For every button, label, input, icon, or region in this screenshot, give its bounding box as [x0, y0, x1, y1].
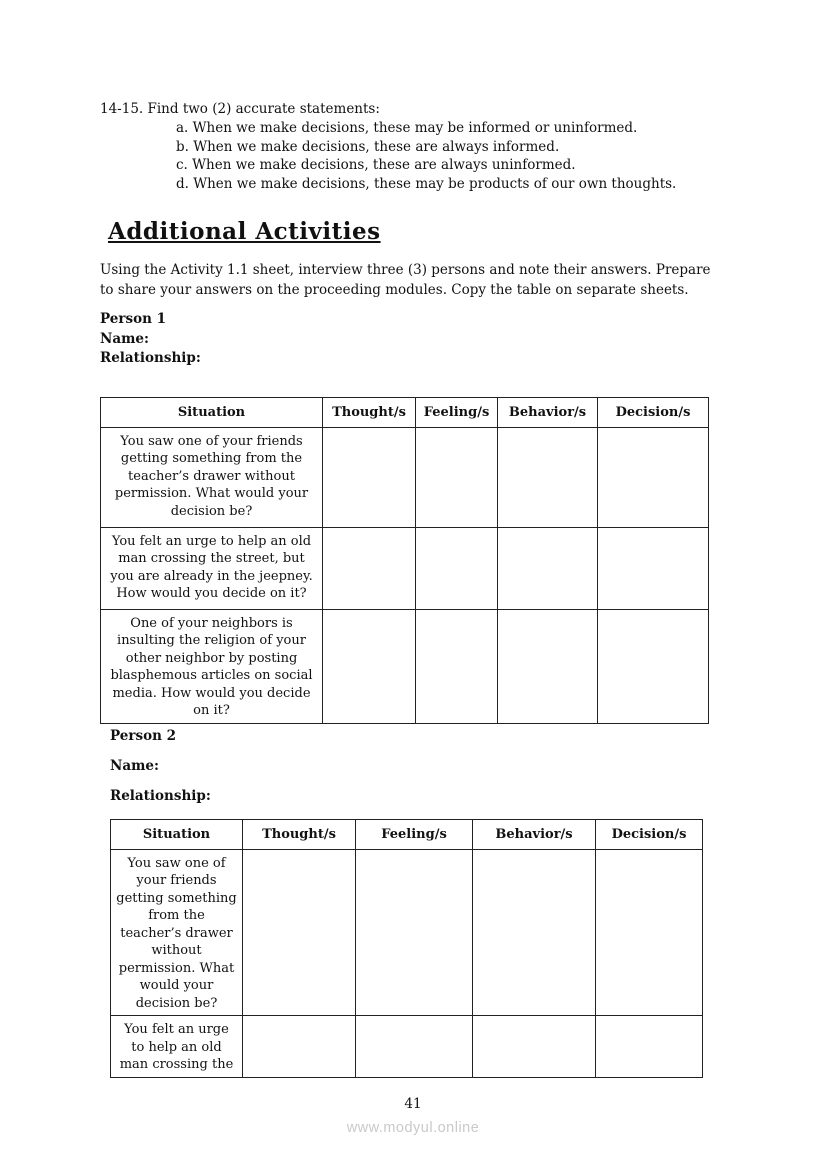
table-row — [101, 609, 709, 723]
header-behaviors: Behavior/s — [473, 819, 596, 849]
empty-behaviors-cell — [498, 427, 598, 527]
page-number: 41 — [404, 1096, 422, 1112]
quiz-question-block — [100, 100, 726, 193]
empty-behaviors-cell — [473, 1016, 596, 1078]
situation-cell: You saw one of your friends getting something from the teacher’s drawer without permission. What would your decision be? — [111, 849, 243, 1016]
intro-paragraph: Using the Activity 1.1 sheet, interview three (3) persons and note their answers. Prepare to share your answers on the proceeding modules. Copy the table on separate sheets. — [100, 262, 711, 298]
person2-table — [110, 819, 703, 1078]
person2-relationship-label: Relationship: — [110, 787, 211, 804]
empty-decisions-cell — [596, 1016, 703, 1078]
empty-feelings-cell — [416, 609, 498, 723]
table-row — [101, 427, 709, 527]
empty-thoughts-cell — [323, 527, 416, 609]
table-header-row — [111, 819, 703, 849]
table-row — [111, 1016, 703, 1078]
header-thoughts: Thought/s — [243, 819, 356, 849]
person2-label: Person 2 — [110, 727, 177, 744]
empty-decisions-cell — [598, 527, 709, 609]
option-a: a. When we make decisions, these may be informed or uninformed. — [176, 120, 638, 136]
person2-name-label: Name: — [110, 757, 159, 774]
empty-decisions-cell — [596, 849, 703, 1016]
header-decisions: Decision/s — [596, 819, 703, 849]
situation-cell: You felt an urge to help an old man crossing the — [111, 1016, 243, 1078]
header-situation: Situation — [101, 397, 323, 427]
option-d: d. When we make decisions, these may be products of our own thoughts. — [176, 175, 677, 192]
empty-feelings-cell — [356, 1016, 473, 1078]
person1-block — [100, 310, 726, 369]
header-situation: Situation — [111, 819, 243, 849]
empty-decisions-cell — [598, 609, 709, 723]
header-thoughts: Thought/s — [323, 397, 416, 427]
person1-label: Person 1 — [100, 311, 167, 327]
header-feelings: Feeling/s — [356, 819, 473, 849]
option-c: c. When we make decisions, these are always uninformed. — [176, 157, 576, 173]
header-feelings: Feeling/s — [416, 397, 498, 427]
question-options — [176, 119, 726, 193]
question-text: 14-15. Find two (2) accurate statements: — [100, 101, 380, 117]
section-title: Additional Activities — [108, 218, 381, 245]
empty-behaviors-cell — [473, 849, 596, 1016]
header-behaviors: Behavior/s — [498, 397, 598, 427]
option-b: b. When we make decisions, these are always informed. — [176, 138, 560, 155]
empty-behaviors-cell — [498, 527, 598, 609]
table-row — [101, 527, 709, 609]
header-decisions: Decision/s — [598, 397, 709, 427]
watermark-text: www.modyul.online — [346, 1120, 480, 1136]
situation-cell: One of your neighbors is insulting the religion of your other neighbor by posting blasphemous articles on social media. How would you decide on it? — [101, 609, 323, 723]
empty-thoughts-cell — [323, 609, 416, 723]
empty-feelings-cell — [416, 527, 498, 609]
table-row — [111, 849, 703, 1016]
empty-behaviors-cell — [498, 609, 598, 723]
empty-thoughts-cell — [243, 849, 356, 1016]
person1-name-label: Name: — [100, 330, 149, 347]
empty-thoughts-cell — [323, 427, 416, 527]
empty-decisions-cell — [598, 427, 709, 527]
table-header-row — [101, 397, 709, 427]
empty-feelings-cell — [356, 849, 473, 1016]
situation-cell: You felt an urge to help an old man crossing the street, but you are already in the jeepney. How would you decide on it? — [101, 527, 323, 609]
person1-table — [100, 397, 709, 724]
situation-cell: You saw one of your friends getting something from the teacher’s drawer without permission. What would your decision be? — [101, 427, 323, 527]
empty-thoughts-cell — [243, 1016, 356, 1078]
person2-block — [110, 729, 726, 803]
person1-relationship-label: Relationship: — [100, 350, 201, 366]
empty-feelings-cell — [416, 427, 498, 527]
